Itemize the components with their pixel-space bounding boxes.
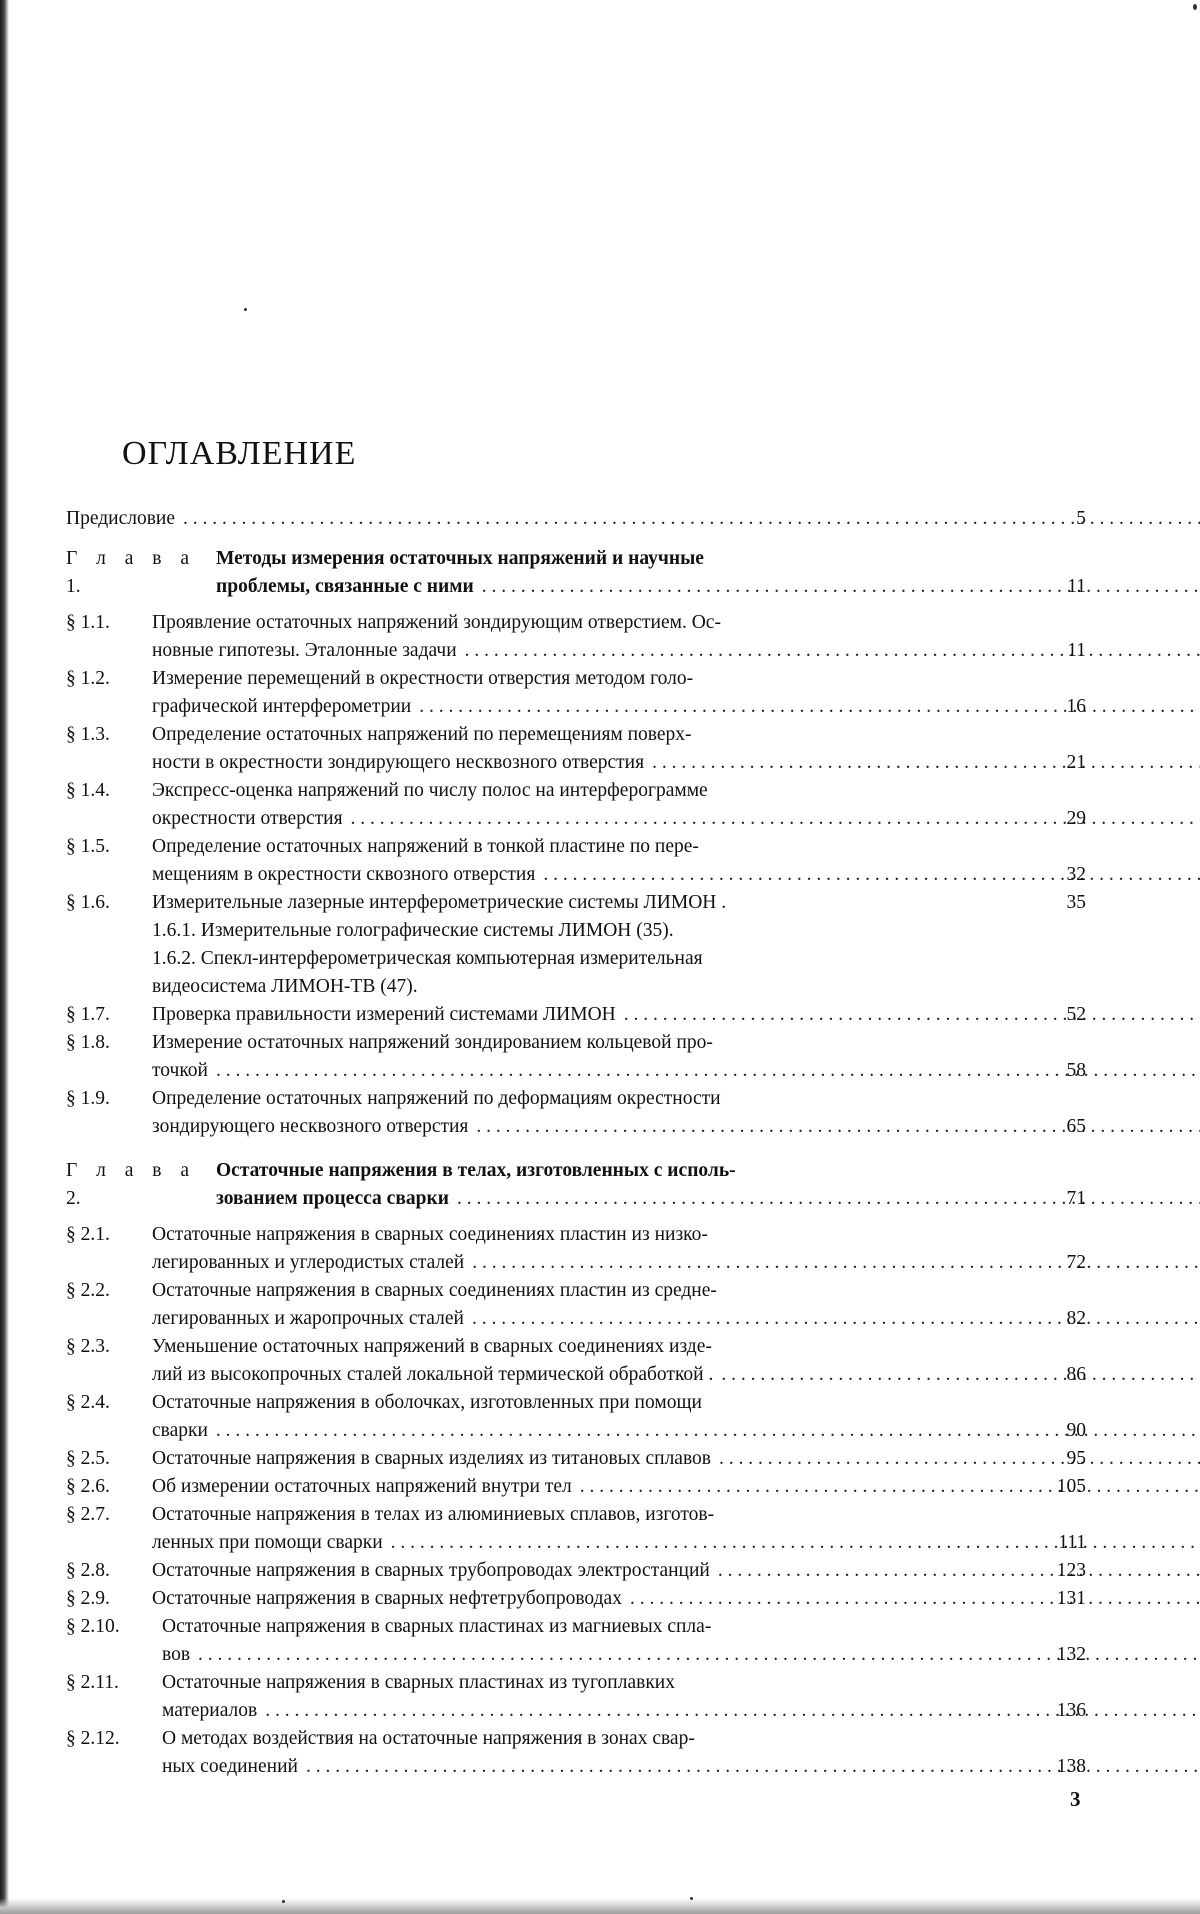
dot-leader [580,1473,1200,1501]
page-ref: 5 [1076,508,1086,529]
section-number: § 2.10. [66,1616,120,1637]
entry-line [162,1725,1200,1753]
page-ref: 82 [1066,1308,1086,1329]
entry-line-text: Остаточные напряжения в сварных пластинах из магниевых спла- [162,1616,712,1637]
entry-line [162,1669,1200,1697]
section-number: § 2.7. [66,1504,110,1525]
entry-line-text: окрестности отверстия [152,808,343,829]
section-number: § 2.2. [66,1280,110,1301]
page-ref: 86 [1066,1364,1086,1385]
entry-line-text: Остаточные напряжения в сварных соединениях пластин из средне- [152,1280,717,1301]
entry-line [152,1333,1200,1361]
section-entry [66,1001,1086,1029]
section-number: § 2.3. [66,1336,110,1357]
section-number: § 2.8. [66,1560,110,1581]
entry-line-text: Определение остаточных напряжений по перемещениям поверх- [152,724,692,745]
page-ref: 132 [1056,1644,1086,1665]
section-number: § 1.5. [66,836,110,857]
page-ref: 21 [1066,752,1086,773]
page-ref: 52 [1066,1004,1086,1025]
entry-text [152,889,1086,1001]
section-entry [66,609,1086,665]
page-ref: 90 [1066,1420,1086,1441]
entry-line [152,889,1006,917]
section-number: § 2.5. [66,1448,110,1469]
section-entry [66,1669,1086,1725]
page-ref: 16 [1066,696,1086,717]
chapter-heading [66,1157,1086,1213]
subsection-text: видеосистема ЛИМОН-ТВ (47). [152,976,418,997]
entry-line [152,1277,1200,1305]
entry-line-text: Проявление остаточных напряжений зондирующим отверстием. Ос- [152,612,721,633]
entry-line [152,1085,1200,1113]
section-entry [66,889,1086,1001]
dot-leader [652,749,1200,777]
scan-speck [1193,4,1197,10]
table-of-contents [66,505,1086,1781]
section-number: § 1.4. [66,780,110,801]
section-entry [66,1277,1086,1333]
dot-leader [721,1361,1200,1389]
section-entry [66,1557,1086,1585]
section-number: § 2.6. [66,1476,110,1497]
section-number: § 1.1. [66,612,110,633]
entry-line-text: новные гипотезы. Эталонные задачи [152,640,457,661]
scan-edge-left [0,0,9,1914]
entry-line-text: проблемы, связанные с ними [216,576,474,597]
entry-line-text: зондирующего несквозного отверстия [152,1116,469,1137]
dot-leader [624,1001,1200,1029]
page-ref: 32 [1066,864,1086,885]
entry-line-text: зованием процесса сварки [216,1188,449,1209]
section-number: § 1.2. [66,668,110,689]
section-number: § 1.3. [66,724,110,745]
chapter-label [66,1157,216,1213]
page-ref: 95 [1066,1448,1086,1469]
chapter-label [66,545,216,601]
subsection-line [152,917,1006,945]
dot-leader [543,861,1200,889]
subsection-line [152,973,1006,1001]
section-entry [66,1501,1086,1557]
chapter-number: 1. [66,576,81,597]
subsection-text: 1.6.2. Спекл-интерферометрическая компьютерная измерительная [152,948,703,969]
entry-line [152,1501,1200,1529]
section-number: § 2.1. [66,1224,110,1245]
page-ref: 136 [1056,1700,1086,1721]
section-number: § 2.9. [66,1588,110,1609]
chapter-word: Г л а в а [66,1160,197,1181]
page-ref: 131 [1056,1588,1086,1609]
entry-line-text: графической интерферометрии [152,696,412,717]
section-entry [66,1585,1086,1613]
entry-line-text: Остаточные напряжения в оболочках, изготовленных при помощи [152,1392,702,1413]
entry-line [152,609,1200,637]
section-entry [66,1725,1086,1781]
entry-line-text: Остаточные напряжения в телах из алюминиевых сплавов, изготов- [152,1504,715,1525]
scan-speck [244,308,247,311]
chapter-word: Г л а в а [66,548,197,569]
page-ref: 138 [1056,1756,1086,1777]
entry-line [152,1389,1200,1417]
entry-line-text: легированных и жаропрочных сталей [152,1308,464,1329]
section-entry [66,721,1086,777]
entry-line-text: Измерение перемещений в окрестности отверстия методом голо- [152,668,694,689]
dot-leader [630,1585,1200,1613]
page-ref: 123 [1056,1560,1086,1581]
dot-leader [476,1113,1200,1141]
section-number: § 1.8. [66,1032,110,1053]
section-entry [66,1221,1086,1277]
chapter-number: 2. [66,1188,81,1209]
page-ref: 29 [1066,808,1086,829]
page-ref: 35 [1066,892,1086,913]
entry-line-text: сварки [152,1420,208,1441]
scan-edge-bottom [0,1898,1200,1914]
dot-leader [719,1445,1200,1473]
entry-line-text: Остаточные напряжения в сварных изделиях из титановых сплавов [152,1448,711,1469]
page-ref: 71 [1066,1188,1086,1209]
entry-line-text: Уменьшение остаточных напряжений в сварных соединениях изде- [152,1336,712,1357]
entry-line [152,777,1200,805]
entry-line-text: вов [162,1644,191,1665]
entry-line-text: Остаточные напряжения в сварных пластинах из тугоплавких [162,1672,675,1693]
section-entry [66,777,1086,833]
entry-line [216,545,1200,573]
section-entry [66,1029,1086,1085]
entry-line-text: О методах воздействия на остаточные напряжения в зонах свар- [162,1728,695,1749]
entry-line-text: легированных и углеродистых сталей [152,1252,465,1273]
section-number: § 2.12. [66,1728,120,1749]
entry-line-text: Остаточные напряжения в сварных соединениях пластин из низко- [152,1224,708,1245]
page-number: 3 [1070,1787,1081,1811]
entry-line [152,1221,1200,1249]
page-ref: 72 [1066,1252,1086,1273]
section-entry [66,1473,1086,1501]
entry-line-text: Методы измерения остаточных напряжений и научные [216,548,704,569]
dot-leader [465,637,1200,665]
page-ref: 65 [1066,1116,1086,1137]
entry-line-text: Остаточные напряжения в сварных трубопроводах электростанций [152,1560,710,1581]
entry-line-text: Проверка правильности измерений системами ЛИМОН [152,1004,616,1025]
subsection-text: 1.6.1. Измерительные голографические системы ЛИМОН (35). [152,920,674,941]
section-entry [66,1613,1086,1669]
page-ref: 105 [1056,1476,1086,1497]
scan-speck [282,1900,285,1903]
section-number: § 1.7. [66,1004,110,1025]
section-number: § 2.4. [66,1392,110,1413]
entry-line [162,1613,1200,1641]
page-ref: 58 [1066,1060,1086,1081]
entry-line-text: Остаточные напряжения в телах, изготовленных с исполь- [216,1160,736,1181]
entry-line [216,1157,1200,1185]
section-entry [66,1445,1086,1473]
subsection-line [152,945,1006,973]
dot-leader [482,573,1200,601]
section-entry [66,665,1086,721]
section-number: § 1.9. [66,1088,110,1109]
entry-line-text: Определение остаточных напряжений в тонкой пластине по пере- [152,836,699,857]
entry-line-text: Остаточные напряжения в сварных нефтетрубопроводах [152,1588,622,1609]
entry-line-text: Экспресс-оценка напряжений по числу полос на интерферограмме [152,780,708,801]
preface-entry [66,505,1086,533]
entry-line-text: Измерение остаточных напряжений зондированием кольцевой про- [152,1032,713,1053]
entry-line [152,833,1200,861]
dot-leader [472,1305,1200,1333]
entry-line-text: Об измерении остаточных напряжений внутри тел [152,1476,572,1497]
entry-line [152,721,1200,749]
entry-line-text: Измерительные лазерные интерферометрические системы ЛИМОН . [152,892,727,913]
entry-line-text: ности в окрестности зондирующего несквозного отверстия [152,752,645,773]
section-entry [66,1333,1086,1389]
entry-line [152,1029,1200,1057]
entry-line-text: ленных при помощи сварки [152,1532,383,1553]
page-ref: 111 [1058,1532,1086,1553]
section-entry [66,1085,1086,1141]
section-number: § 1.6. [66,892,110,913]
section-entry [66,833,1086,889]
scan-speck [690,1897,693,1900]
dot-leader [472,1249,1200,1277]
entry-line-text: лий из высокопрочных сталей локальной термической обработкой . [152,1364,714,1385]
section-entry [66,1389,1086,1445]
entry-line-text: материалов [162,1700,258,1721]
entry-line-text: мещениям в окрестности сквозного отверстия [152,864,536,885]
section-number: § 2.11. [66,1672,119,1693]
dot-leader [718,1557,1200,1585]
entry-line-text: точкой [152,1060,208,1081]
entry-line-text: Определение остаточных напряжений по деформациям окрестности [152,1088,721,1109]
page-ref: 11 [1067,576,1086,597]
page-ref: 11 [1067,640,1086,661]
entry-line-text: Предисловие [66,508,176,529]
dot-leader [457,1185,1200,1213]
entry-line-text: ных соединений [162,1756,298,1777]
page-title: ОГЛАВЛЕНИЕ [122,435,357,472]
chapter-heading [66,545,1086,601]
entry-line [152,665,1200,693]
